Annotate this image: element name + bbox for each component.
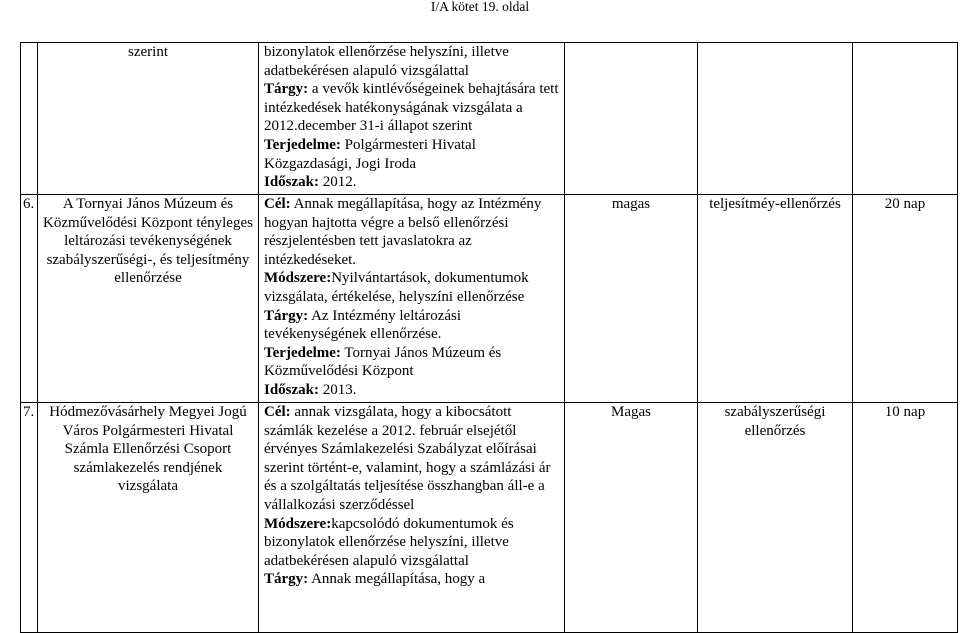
risk-level [565, 43, 698, 195]
description-label: Tárgy: [264, 571, 309, 588]
description-text: Az Intézmény leltározási tevékenységének ellenőrzése. [264, 307, 462, 343]
description-paragraph [264, 43, 560, 80]
description-label: Cél: [264, 196, 291, 212]
description-text: Tornyai János Múzeum és Közművelődési Központ [264, 344, 502, 380]
audit-description [259, 403, 565, 633]
description-label: Módszere: [264, 515, 332, 532]
description-paragraph [264, 403, 560, 515]
description-text: Polgármesteri Hivatal Közgazdasági, Jogi Iroda [264, 136, 476, 172]
description-paragraph [264, 173, 560, 192]
description-text: 2012. [319, 174, 357, 191]
description-label: Időszak: [264, 174, 320, 191]
description-text: Nyilvántartások, dokumentumok vizsgálata, értékelése, helyszíni ellenőrzése [264, 270, 529, 305]
description-paragraph [264, 515, 560, 571]
description-text: annak vizsgálata, hogy a kibocsátott számlák kezelése a 2012. február elsejétől érvényes Számlakezelési Szabályzat előírásai szerint történt-e, valamint, hogy a számlázási ár és a szolgáltatás teljesítése összhangban áll-e a vállalkozási szerződéssel [264, 404, 551, 513]
row-number: 7. [21, 403, 38, 633]
description-label: Tárgy: [264, 81, 309, 98]
table-row [21, 43, 958, 195]
description-paragraph [264, 307, 560, 344]
audit-title: A Tornyai János Múzeum és Közművelődési Központ tényleges leltározási tevékenységének szabályszerűségi-, és teljesítmény ellenőrzése [38, 195, 259, 403]
audit-title: Hódmezővásárhely Megyei Jogú Város Polgármesteri Hivatal Számla Ellenőrzési Csoport számlakezelés rendjének vizsgálata [38, 403, 259, 633]
description-label: Terjedelme: [264, 344, 341, 361]
description-text: Annak megállapítása, hogy a [308, 571, 486, 588]
audit-description [259, 195, 565, 403]
description-paragraph [264, 195, 560, 269]
description-paragraph [264, 381, 560, 400]
description-label: Cél: [264, 404, 291, 420]
risk-level: magas [565, 195, 698, 403]
audit-days: 20 nap [853, 195, 958, 403]
description-paragraph [264, 570, 560, 589]
description-text: Annak megállapítása, hogy az Intézmény hogyan hajtotta végre a belső ellenőrzési részjelentésben tett javaslatokra az intézkedéseket. [264, 196, 542, 268]
description-paragraph [264, 136, 560, 173]
description-text: a vevők kintlévőségeinek behajtására tett intézkedések hatékonyságának vizsgálata a 2012.december 31-i állapot szerint [264, 81, 559, 135]
table-row [21, 195, 958, 403]
audit-days [853, 43, 958, 195]
row-number [21, 43, 38, 195]
description-text: bizonylatok ellenőrzése helyszíni, illetve adatbekérésen alapuló vizsgálattal [264, 44, 509, 79]
risk-level: Magas [565, 403, 698, 633]
audit-title: szerint [38, 43, 259, 195]
audit-days: 10 nap [853, 403, 958, 633]
row-number: 6. [21, 195, 38, 403]
audit-type: szabályszerűségi ellenőrzés [698, 403, 853, 633]
description-label: Módszere: [264, 270, 332, 287]
page-header: I/A kötet 19. oldal [430, 0, 530, 14]
description-text: 2013. [319, 381, 357, 398]
description-paragraph [264, 269, 560, 306]
description-label: Tárgy: [264, 307, 309, 324]
description-text: kapcsolódó dokumentumok és bizonylatok ellenőrzése helyszíni, illetve adatbekérésen alapuló vizsgálattal [264, 515, 514, 569]
audit-type [698, 43, 853, 195]
description-paragraph [264, 80, 560, 136]
description-label: Terjedelme: [264, 136, 341, 153]
audit-plan-table [20, 42, 958, 633]
audit-type: teljesítméy-ellenőrzés [698, 195, 853, 403]
table-row [21, 403, 958, 633]
audit-description [259, 43, 565, 195]
description-paragraph [264, 344, 560, 381]
description-label: Időszak: [264, 381, 320, 398]
